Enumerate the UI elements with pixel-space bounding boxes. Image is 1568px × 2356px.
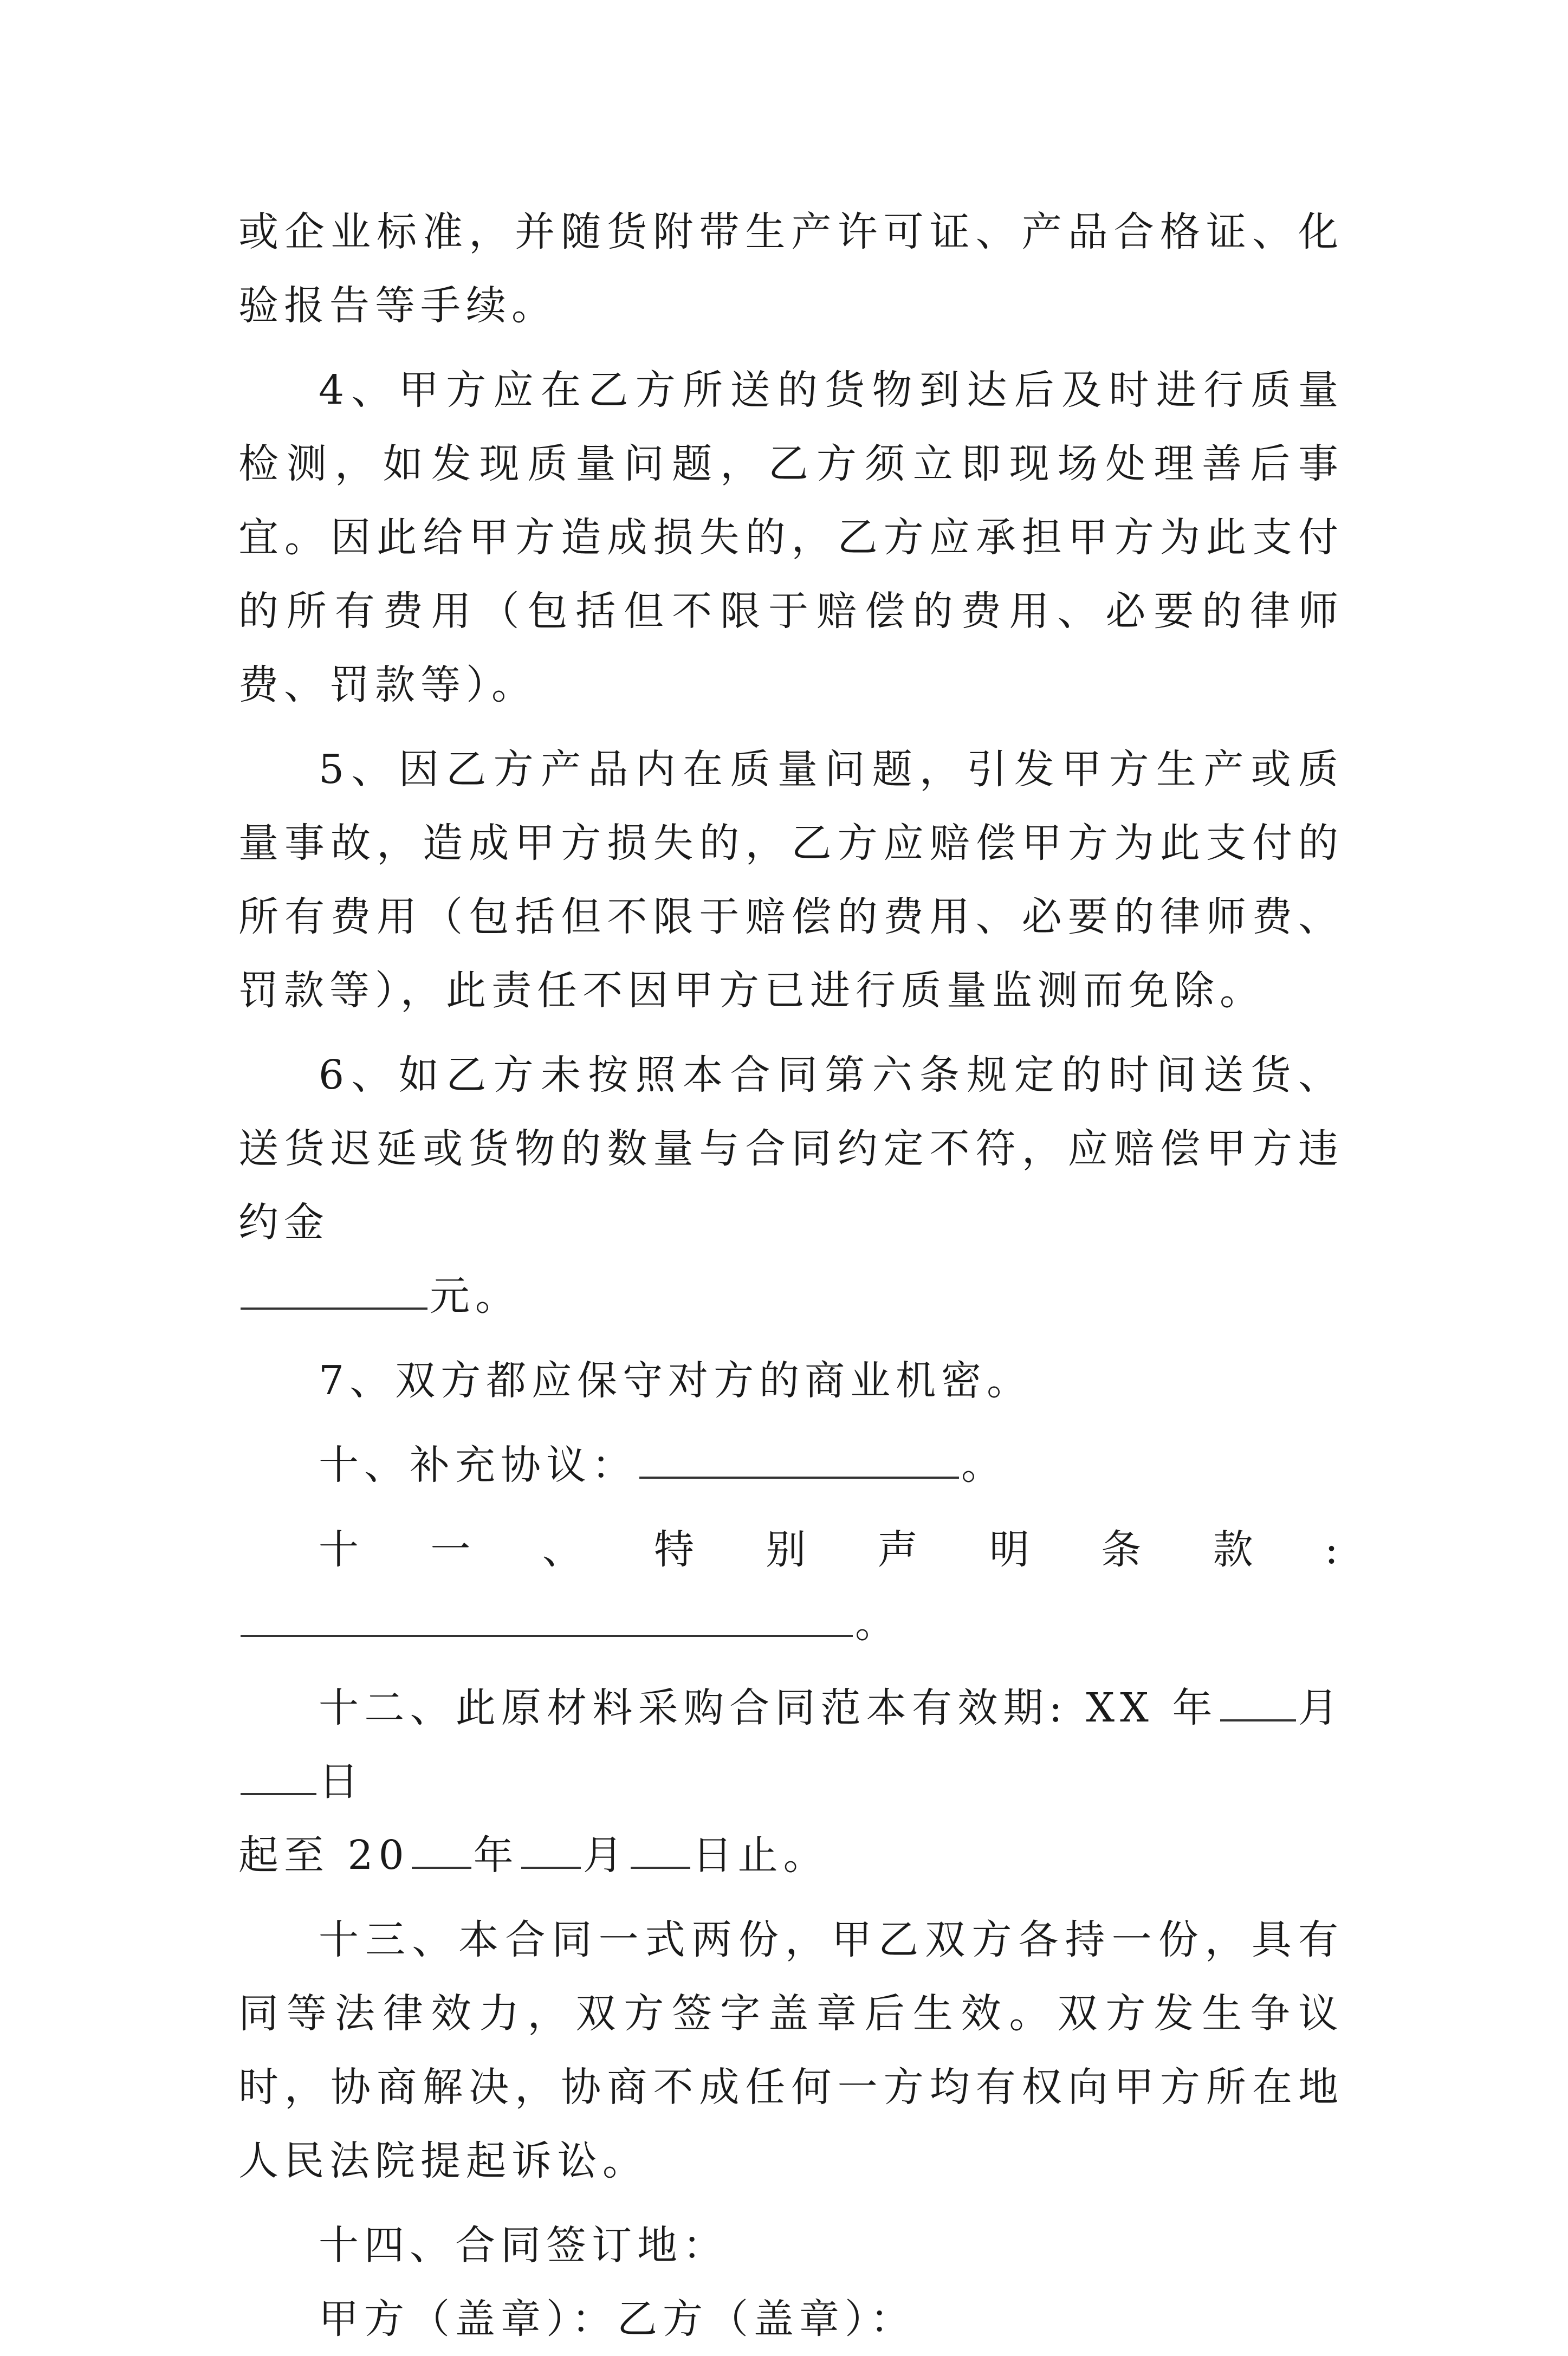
clause-4-quality-inspection: 4、甲方应在乙方所送的货物到达后及时进行质量检测，如发现质量问题，乙方须立即现场处理善后事宜。因此给甲方造成损失的，乙方应承担甲方为此支付的所有费用（包括但不限于赔偿的费用、必要的律师费、罚款等）。 (238, 367, 1344, 708)
paragraph-quality-standard: 或企业标准，并随货附带生产许可证、产品合格证、化验报告等手续。 (238, 209, 1344, 329)
clause-6-tail: 元。 (430, 1273, 521, 1319)
validity-month-blank (1220, 1681, 1296, 1721)
clause-5-quality-liability: 5、因乙方产品内在质量问题，引发甲方生产或质量事故，造成甲方损失的，乙方应赔偿甲方为此支付的所有费用（包括但不限于赔偿的费用、必要的律师费、罚款等），此责任不因甲方已进行质量监测而免除。 (238, 746, 1344, 1014)
section-13-copies-dispute: 十三、本合同一式两份，甲乙双方各持一份，具有同等法律效力，双方签字盖章后生效。双方发生争议时，协商解决，协商不成任何一方均有权向甲方所在地人民法院提起诉讼。 (238, 1917, 1344, 2184)
special-terms-end: 。 (855, 1600, 900, 1647)
special-terms-blank (241, 1597, 853, 1637)
special-terms-label: 十一、特别声明条款: (319, 1526, 1344, 1573)
section-11-special-terms (238, 1513, 1344, 1660)
validity-text-f: 月 (582, 1832, 629, 1879)
validity-end-year-blank (412, 1829, 471, 1869)
validity-day-blank (241, 1755, 316, 1795)
clause-6-delivery-penalty (238, 1038, 1344, 1333)
supplementary-blank (639, 1439, 959, 1479)
section-10-supplementary (238, 1428, 1344, 1502)
clause-7-confidentiality: 7、双方都应保守对方的商业机密。 (319, 1357, 1033, 1404)
supplementary-label: 十、补充协议： (319, 1442, 637, 1488)
clause-6-text: 6、如乙方未按照本合同第六条规定的时间送货、送货迟延或货物的数量与合同约定不符，应赔偿甲方违约金 (238, 1052, 1344, 1246)
validity-text-d: 起至 20 (238, 1832, 410, 1879)
validity-end-month-blank (521, 1829, 581, 1869)
validity-text-a: 十二、此原材料采购合同范本有效期: XX 年 (319, 1685, 1218, 1731)
validity-text-g: 日止。 (692, 1832, 829, 1879)
contract-text (238, 195, 1344, 2356)
validity-text-c: 日 (319, 1758, 364, 1805)
section-12-validity (238, 1671, 1344, 1892)
signature-line: 甲方（盖章）：乙方（盖章）： (319, 2296, 916, 2342)
penalty-amount-blank (241, 1270, 427, 1310)
section-14-signing-place: 十四、合同签订地： (319, 2222, 728, 2269)
validity-end-day-blank (631, 1829, 690, 1869)
supplementary-end: 。 (961, 1442, 1007, 1488)
validity-text-b: 月 (1298, 1685, 1344, 1731)
validity-text-e: 年 (473, 1832, 519, 1879)
